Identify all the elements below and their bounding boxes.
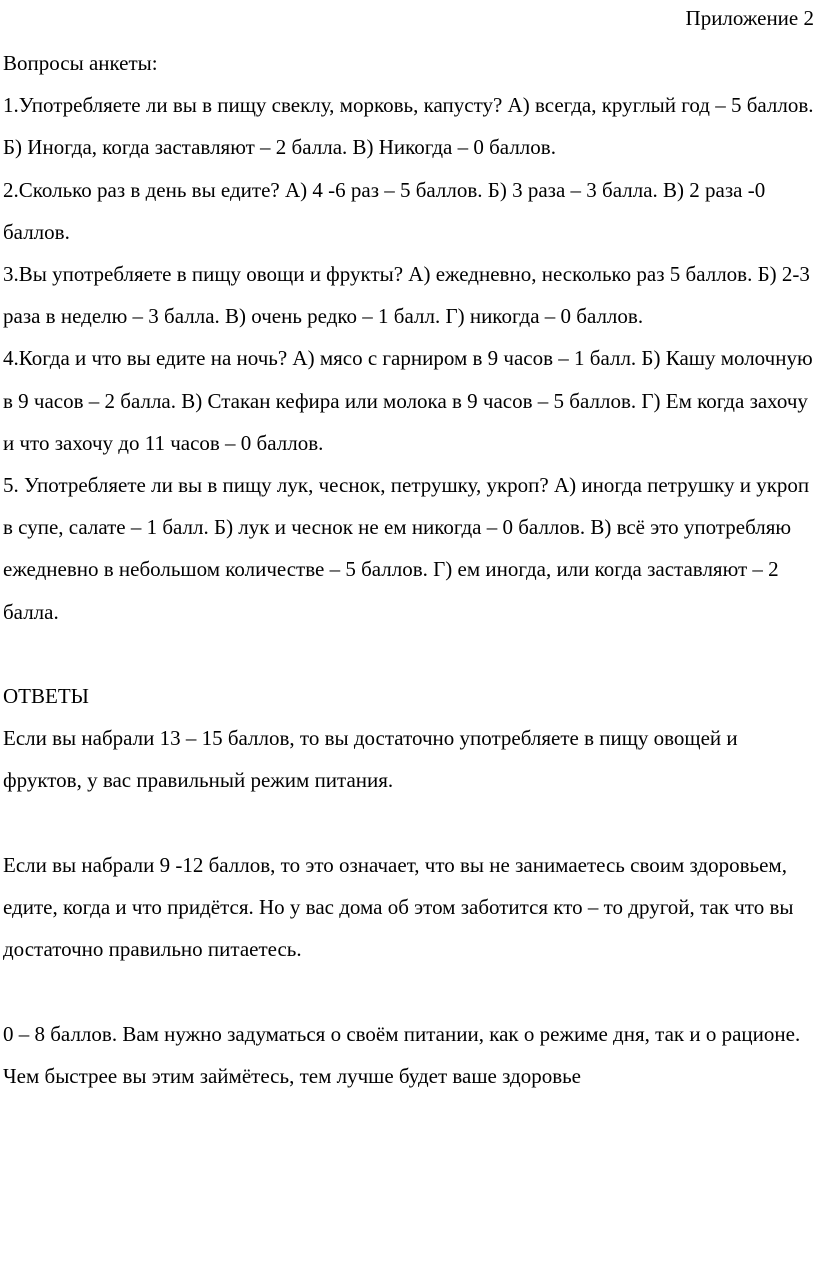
survey-question-3: 3.Вы употребляете в пищу овощи и фрукты? А) ежедневно, несколько раз 5 баллов. Б) 2-3 раза в неделю – 3 балла. В) очень редко – 1 балл. Г) никогда – 0 баллов. bbox=[3, 262, 810, 329]
answer-low-score: 0 – 8 баллов. Вам нужно задуматься о своём питании, как о режиме дня, так и о рационе. Чем быстрее вы этим займётесь, тем лучше будет ваше здоровье bbox=[3, 1021, 801, 1088]
answer-mid-score: Если вы набрали 9 -12 баллов, то это означает, что вы не занимаетесь своим здоровьем, едите, когда и что придётся. Но у вас дома об этом заботится кто – то другой, так что вы достаточно правильно питаетесь. bbox=[3, 852, 794, 962]
survey-question-1: 1.Употребляете ли вы в пищу свеклу, морковь, капусту? А) всегда, круглый год – 5 баллов. Б) Иногда, когда заставляют – 2 балла. В) Никогда – 0 баллов. bbox=[3, 93, 814, 160]
survey-question-2: 2.Сколько раз в день вы едите? А) 4 -6 раз – 5 баллов. Б) 3 раза – 3 балла. В) 2 раза -0 баллов. bbox=[3, 177, 766, 244]
appendix-label: Приложение 2 bbox=[685, 6, 814, 30]
answers-title: ОТВЕТЫ bbox=[3, 684, 89, 709]
survey-question-5: 5. Употребляете ли вы в пищу лук, чеснок, петрушку, укроп? А) иногда петрушку и укроп в супе, салате – 1 балл. Б) лук и чеснок не ем никогда – 0 баллов. В) всё это употребляю ежедневно в небольшом количестве – 5 баллов. Г) ем иногда, или когда заставляют – 2 балла. bbox=[3, 473, 810, 624]
survey-title: Вопросы анкеты: bbox=[3, 51, 158, 75]
blank-line bbox=[3, 802, 815, 844]
document-body bbox=[3, 42, 815, 1097]
survey-question-4: 4.Когда и что вы едите на ночь? А) мясо с гарниром в 9 часов – 1 балл. Б) Кашу молочную в 9 часов – 2 балла. В) Стакан кефира или молока в 9 часов – 5 баллов. Г) Ем когда захочу и что захочу до 11 часов – 0 баллов. bbox=[3, 346, 813, 455]
answer-high-score: Если вы набрали 13 – 15 баллов, то вы достаточно употребляете в пищу овощей и фруктов, у вас правильный режим питания. bbox=[3, 726, 738, 793]
blank-line bbox=[3, 633, 815, 675]
blank-line bbox=[3, 970, 815, 1012]
